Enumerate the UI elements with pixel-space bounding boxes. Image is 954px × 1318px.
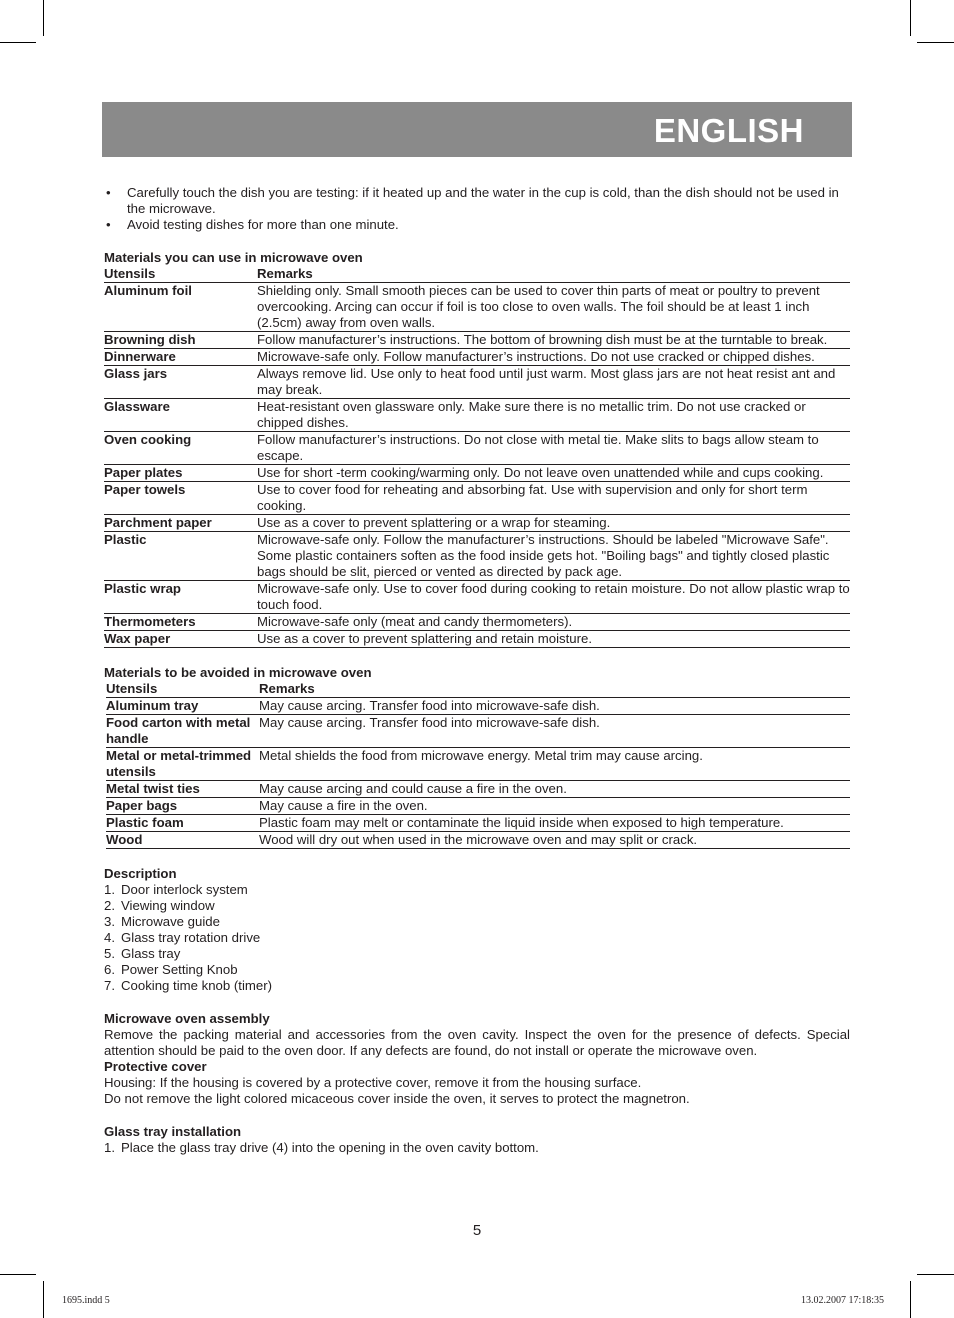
utensil-remark: Microwave-safe only. Follow the manufacturer’s instructions. Should be labeled "Microwave Safe". Some plastic containers soften as the food inside gets hot. "Boiling bags" and tightly closed plastic bags should be slit, pierced or vented as directed by pack age. [257,532,850,581]
table-row [104,465,850,482]
protective-cover-title: Protective cover [104,1059,207,1074]
utensil-remark: May cause arcing. Transfer food into microwave-safe dish. [259,698,850,715]
table-row [106,698,850,715]
list-item [104,882,850,898]
table-row [104,349,850,366]
utensil-remark: Microwave-safe only (meat and candy thermometers). [257,614,850,631]
crop-mark [917,42,954,43]
table-row [106,781,850,798]
table-row [104,332,850,349]
col-remarks: Remarks [257,266,850,283]
list-number: 1. [104,882,115,897]
utensil-remark: Plastic foam may melt or contaminate the liquid inside when exposed to high temperature. [259,815,850,832]
list-number: 3. [104,914,115,929]
utensil-remark: Use to cover food for reheating and absorbing fat. Use with supervision and only for short term cooking. [257,482,850,515]
utensil-remark: Follow manufacturer’s instructions. Do not close with metal tie. Make slits to bags allow steam to escape. [257,432,850,465]
crop-mark [910,0,911,36]
list-number: 2. [104,898,115,913]
utensil-remark: Use as a cover to prevent splattering or a wrap for steaming. [257,515,850,532]
crop-mark [43,0,44,36]
list-text: Glass tray [121,946,181,961]
section-title-description: Description [104,866,177,881]
utensil-name: Glassware [104,399,257,432]
utensil-name: Wood [106,832,259,849]
col-remarks: Remarks [259,681,850,698]
slug-date: 13.02.2007 17:18:35 [800,1295,884,1306]
list-number: 1. [104,1140,115,1155]
list-text: Power Setting Knob [121,962,238,977]
page-title: ENGLISH [653,112,804,149]
table-row [106,815,850,832]
table-row [106,715,850,748]
utensil-remark: Use as a cover to prevent splattering and retain moisture. [257,631,850,648]
utensil-remark: Wood will dry out when used in the microwave oven and may split or crack. [259,832,850,849]
utensil-name: Oven cooking [104,432,257,465]
col-utensils: Utensils [104,266,257,283]
page-content [104,185,850,1156]
utensil-name: Plastic [104,532,257,581]
utensil-remark: Microwave-safe only. Use to cover food during cooking to retain moisture. Do not allow plastic wrap to touch food. [257,581,850,612]
utensil-name: Thermometers [104,614,257,631]
list-item [104,978,850,994]
language-header-bar [102,102,852,157]
col-utensils: Utensils [106,681,259,698]
utensil-name: Paper bags [106,798,259,815]
table-header-row [106,681,850,698]
table-row [104,532,850,581]
utensil-name: Paper towels [104,482,257,515]
bullet-icon: • [106,185,111,200]
assembly-text: Remove the packing material and accessories from the oven cavity. Inspect the oven for the presence of defects. Special attention should be paid to the oven door. If any defects are found, do not install or operate the microwave oven. [104,1027,850,1058]
list-text: Viewing window [121,898,215,913]
testing-bullets [104,185,850,233]
list-text: Microwave guide [121,914,220,929]
list-item [104,946,850,962]
bullet-item: • Carefully touch the dish you are testing: if it heated up and the water in the cup is cold, than the dish should not be used in the microwave. [106,185,839,216]
utensil-name: Aluminum foil [104,283,257,332]
table-row [106,832,850,849]
utensil-name: Metal or metal-trimmed utensils [106,748,259,781]
crop-mark [0,42,36,43]
glass-tray-steps [104,1140,850,1156]
table-row [104,581,850,614]
table-row [106,748,850,781]
list-number: 6. [104,962,115,977]
table-row [104,482,850,515]
protective-cover-text: Do not remove the light colored micaceous cover inside the oven, it serves to protect the magnetron. [104,1091,690,1106]
utensil-name: Plastic foam [106,815,259,832]
table-row [104,432,850,465]
table-row [104,614,850,631]
list-item [104,914,850,930]
table-row [104,631,850,648]
section-title-assembly: Microwave oven assembly [104,1011,270,1026]
list-item [104,1140,850,1156]
list-number: 4. [104,930,115,945]
section-title-avoided: Materials to be avoided in microwave oven [104,665,372,680]
crop-mark [43,1281,44,1318]
bullet-icon: • [106,217,111,232]
utensil-remark: Heat-resistant oven glassware only. Make sure there is no metallic trim. Do not use cracked or chipped dishes. [257,399,850,432]
utensil-name: Dinnerware [104,349,257,366]
utensil-remark: May cause arcing and could cause a fire in the oven. [259,781,850,798]
list-text: Place the glass tray drive (4) into the opening in the oven cavity bottom. [121,1140,539,1155]
table-row [104,399,850,432]
utensil-remark: Always remove lid. Use only to heat food until just warm. Most glass jars are not heat resist ant and may break. [257,366,850,399]
table-header-row [104,266,850,283]
crop-mark [0,1274,36,1275]
table-row [106,798,850,815]
utensil-name: Parchment paper [104,515,257,532]
list-number: 7. [104,978,115,993]
utensil-name: Metal twist ties [106,781,259,798]
slug-file: 1695.indd 5 [62,1295,110,1306]
utensil-name: Plastic wrap [104,581,257,614]
table-row [104,515,850,532]
utensil-remark: Shielding only. Small smooth pieces can be used to cover thin parts of meat or poultry to prevent overcooking. Arcing can occur if foil is too close to oven walls. The foil should be at least 1 inch (2.5cm) away from oven walls. [257,283,850,332]
utensil-name: Aluminum tray [106,698,259,715]
utensil-name: Wax paper [104,631,257,648]
table-row [104,366,850,399]
utensil-name: Food carton with metal handle [106,715,259,748]
bullet-item: • Avoid testing dishes for more than one minute. [106,217,399,232]
utensil-remark: Follow manufacturer’s instructions. The bottom of browning dish must be at the turntable to break. [257,332,850,349]
avoided-materials-table [106,681,850,849]
page-number: 5 [472,1222,482,1239]
list-text: Door interlock system [121,882,248,897]
list-number: 5. [104,946,115,961]
utensil-name: Paper plates [104,465,257,482]
utensil-remark: Metal shields the food from microwave energy. Metal trim may cause arcing. [259,748,850,781]
utensil-remark: May cause a fire in the oven. [259,798,850,815]
utensil-remark: May cause arcing. Transfer food into microwave-safe dish. [259,715,850,748]
utensil-remark: Use for short -term cooking/warming only. Do not leave oven unattended while and cups cooking. [257,465,850,482]
list-item [104,962,850,978]
section-title-usable: Materials you can use in microwave oven [104,250,363,265]
list-text: Cooking time knob (timer) [121,978,272,993]
utensil-remark: Microwave-safe only. Follow manufacturer’s instructions. Do not use cracked or chipped dishes. [257,349,850,366]
crop-mark [917,1274,954,1275]
utensil-name: Glass jars [104,366,257,399]
table-row [104,283,850,332]
list-item [104,930,850,946]
protective-cover-text: Housing: If the housing is covered by a protective cover, remove it from the housing surface. [104,1075,642,1090]
usable-materials-table [104,266,850,648]
list-item [104,898,850,914]
description-list [104,882,850,994]
utensil-name: Browning dish [104,332,257,349]
crop-mark [910,1281,911,1318]
section-title-glass-tray: Glass tray installation [104,1124,242,1139]
list-text: Glass tray rotation drive [121,930,261,945]
